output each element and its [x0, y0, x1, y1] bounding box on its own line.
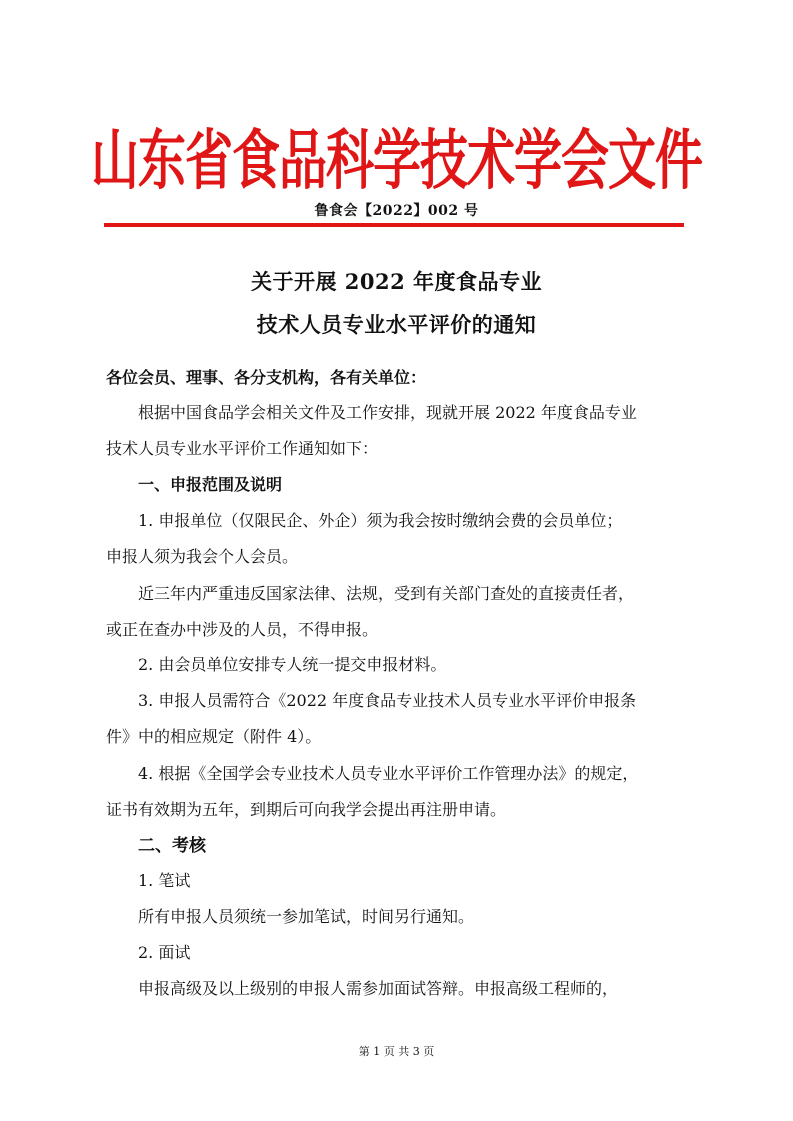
notice-title-line-1: 关于开展 2022 年度食品专业	[250, 269, 543, 294]
section-1-para-5-line-1: 4. 根据《全国学会专业技术人员专业水平评价工作管理办法》的规定，	[138, 764, 639, 783]
section-1-para-2-line-2: 或正在查办中涉及的人员，不得申报。	[106, 620, 379, 639]
section-1-para-2-line-1: 近三年内严重违反国家法律、法规，受到有关部门查处的直接责任者，	[138, 584, 635, 603]
salutation: 各位会员、理事、各分支机构，各有关单位：	[106, 368, 427, 387]
section-1-para-1-line-2: 申报人须为我会个人会员。	[106, 547, 299, 566]
section-2-item-1-text: 所有申报人员须统一参加笔试，时间另行通知。	[138, 907, 475, 926]
section-1-para-4-line-1: 3. 申报人员需符合《2022 年度食品专业技术人员专业水平评价申报条	[138, 691, 637, 710]
section-1-para-4-line-2: 件》中的相应规定（附件 4）。	[106, 727, 322, 746]
section-1-para-3: 2. 由会员单位安排专人统一提交申报材料。	[138, 655, 447, 674]
section-1-para-5-line-2: 证书有效期为五年，到期后可向我学会提出再注册申请。	[106, 800, 507, 819]
intro-line-1: 根据中国食品学会相关文件及工作安排，现就开展 2022 年度食品专业	[138, 403, 637, 422]
page-number-footer: 第 1 页 共 3 页	[358, 1045, 435, 1058]
notice-title-line-2: 技术人员专业水平评价的通知	[256, 312, 537, 337]
section-1-para-1-line-1: 1. 申报单位（仅限民企、外企）须为我会按时缴纳会费的会员单位；	[138, 511, 623, 530]
section-2-heading: 二、考核	[138, 836, 206, 856]
section-1-heading: 一、申报范围及说明	[138, 475, 283, 494]
section-2-item-2: 2. 面试	[138, 943, 191, 962]
masthead-title: 山东省食品科学技术学会文件	[90, 122, 702, 199]
intro-line-2: 技术人员专业水平评价工作通知如下：	[106, 439, 379, 458]
document-number: 鲁食会【2022】002 号	[314, 203, 479, 219]
section-2-item-2-text: 申报高级及以上级别的申报人需参加面试答辩。申报高级工程师的，	[138, 979, 619, 998]
section-2-item-1: 1. 笔试	[138, 871, 191, 890]
header-divider-line	[104, 223, 684, 227]
